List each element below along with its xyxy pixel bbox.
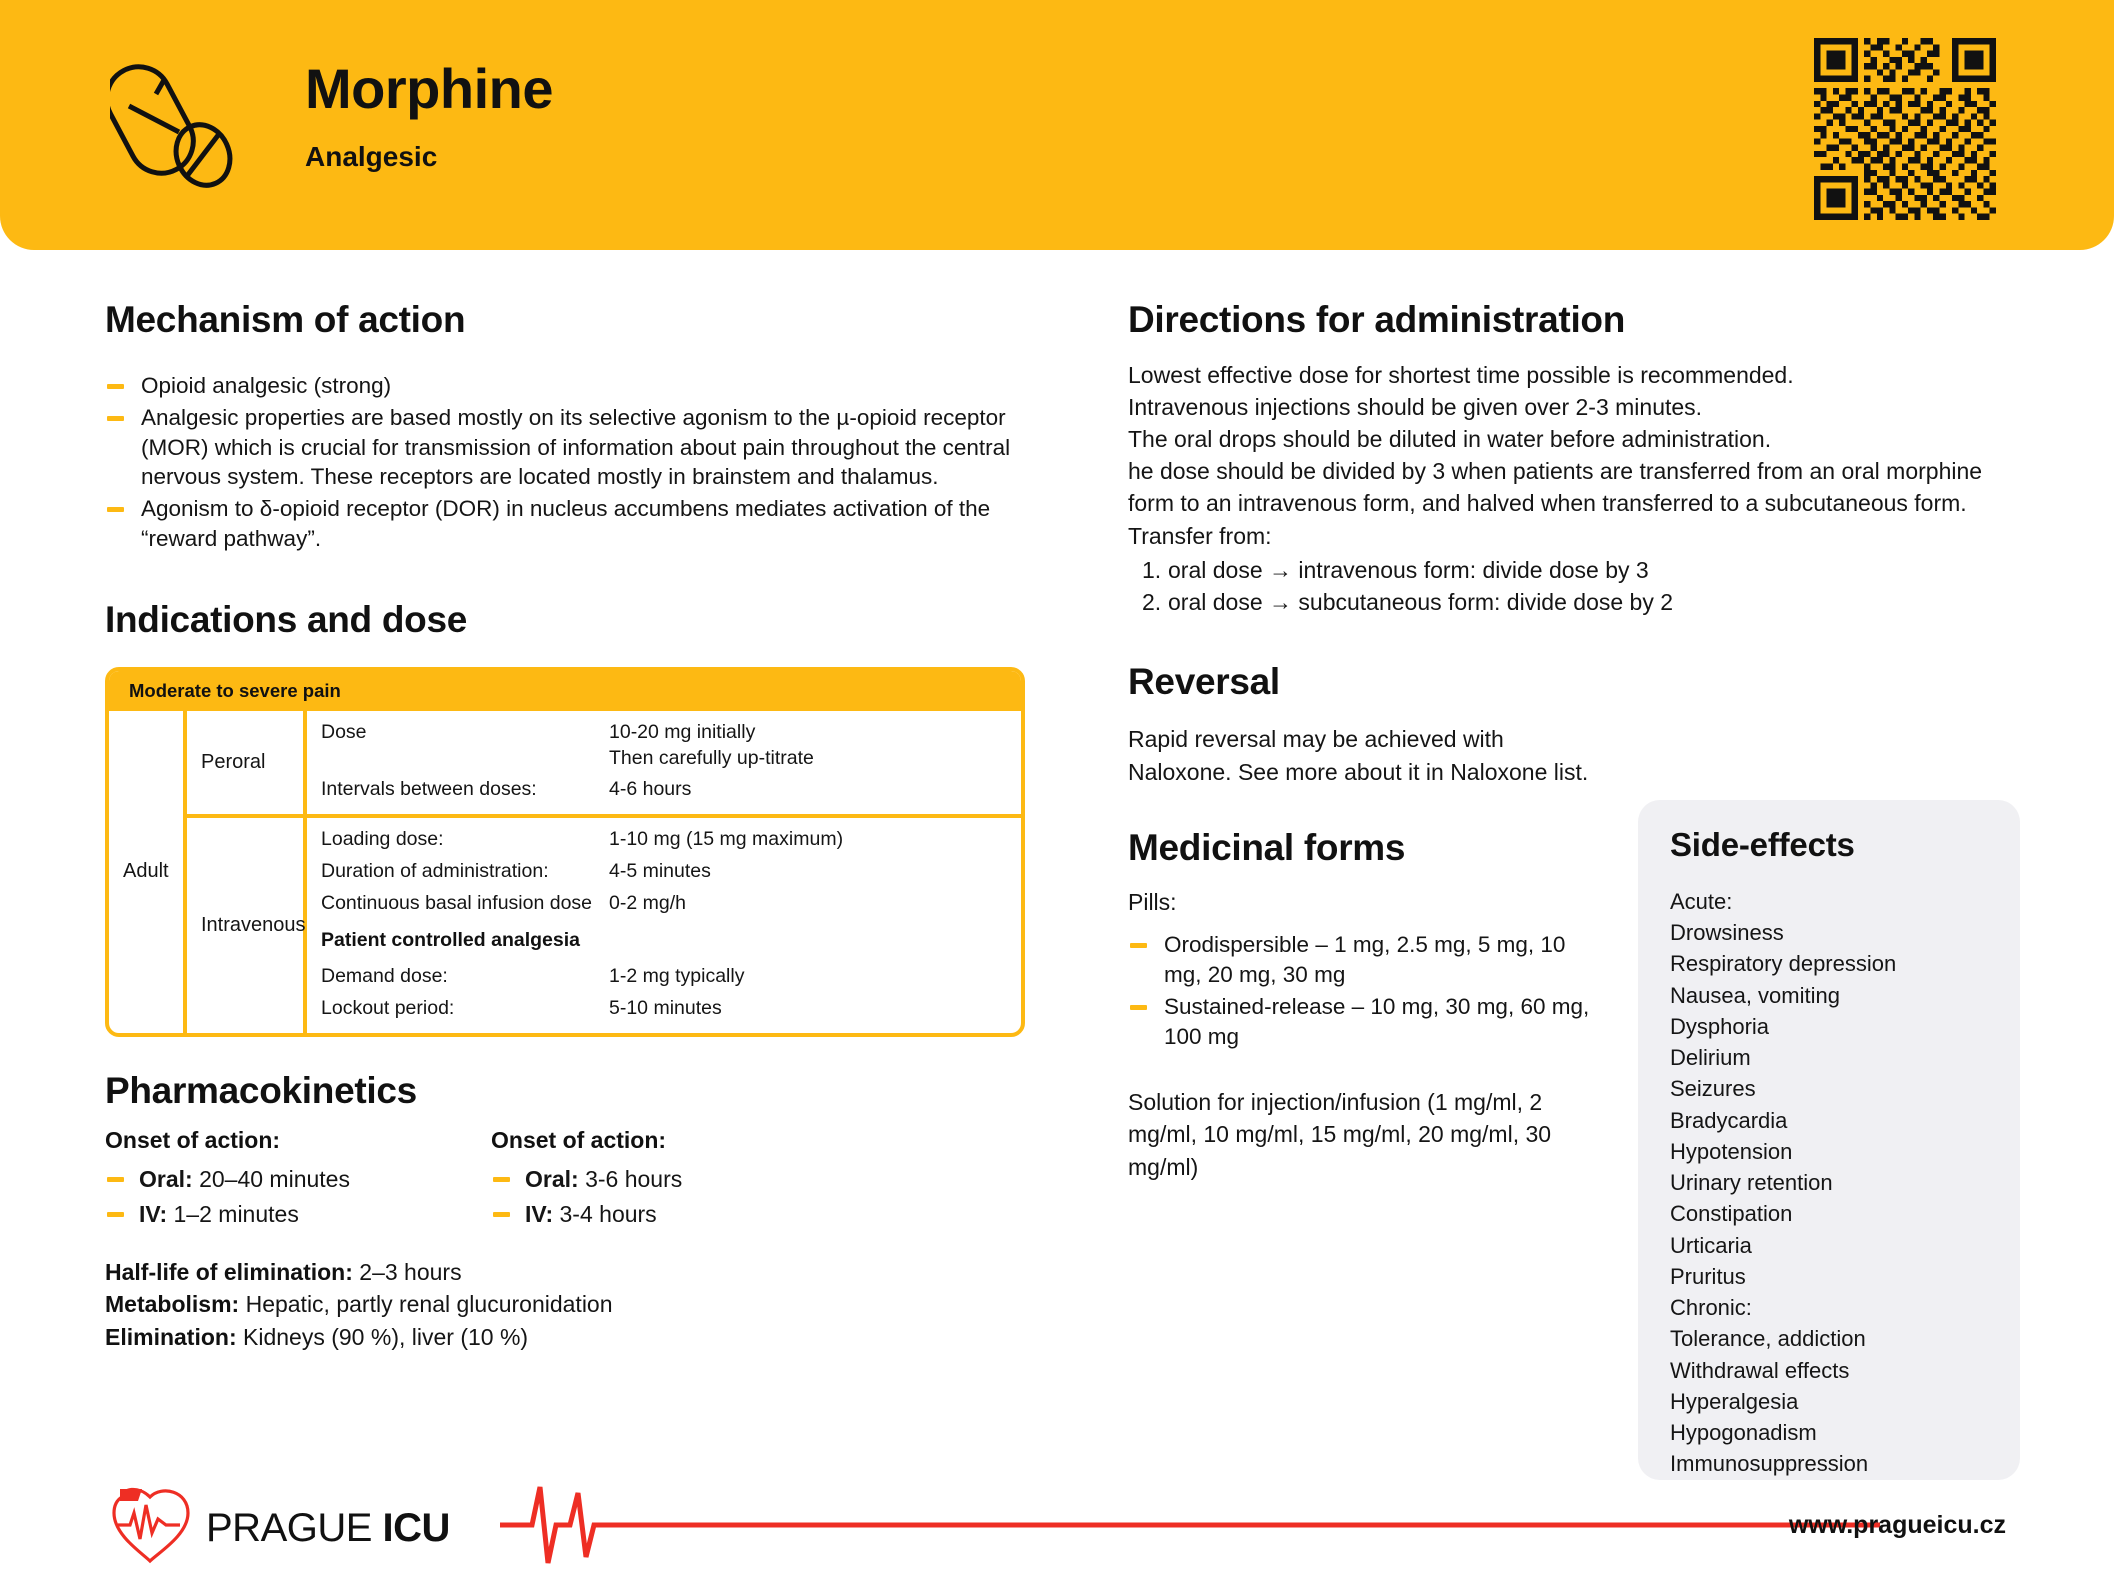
- indications-heading: Indications and dose: [105, 599, 467, 641]
- drug-title: Morphine: [305, 57, 553, 120]
- pk-item-label: Oral:: [525, 1166, 579, 1193]
- row-value: 1-10 mg (15 mg maximum): [609, 828, 844, 851]
- medicinal-forms-heading: Medicinal forms: [1128, 827, 1406, 869]
- row-value: 5-10 minutes: [609, 997, 722, 1020]
- pill-capsule-icon: [110, 58, 240, 188]
- list-item: Hypogonadism: [1670, 1419, 1817, 1445]
- list-item: [1128, 554, 2008, 586]
- list-item: Constipation: [1670, 1201, 1793, 1227]
- transfer-list: [1128, 554, 2008, 618]
- pk-column-duration: [491, 1127, 877, 1233]
- side-effects-heading: Side-effects: [1670, 826, 1855, 863]
- left-column: [105, 300, 1035, 1354]
- row-value: 4-6 hours: [609, 778, 692, 801]
- pk-column-onset: [105, 1127, 491, 1233]
- solution-text: Solution for injection/infusion (1 mg/ml, 2 mg/ml, 10 mg/ml, 15 mg/ml, 20 mg/ml, 30 mg/ml): [1128, 1088, 1552, 1180]
- list-number: 2.: [1142, 589, 1162, 615]
- row-value: 10-20 mg initially: [609, 720, 756, 743]
- reversal-heading: Reversal: [1128, 661, 1280, 703]
- pk-item-label: Oral:: [139, 1166, 193, 1193]
- reversal-line: See more about it in Naloxone list.: [1237, 758, 1589, 785]
- website-url[interactable]: www.pragueicu.cz: [1788, 1511, 2006, 1539]
- mechanism-bullet-list: [105, 371, 1035, 555]
- reversal-text: [1128, 723, 1598, 788]
- list-item: Dysphoria: [1670, 1013, 1770, 1039]
- side-effects-list: [1670, 886, 1990, 1479]
- list-item: Agonism to δ-opioid receptor (DOR) in nucleus accumbens mediates activation of the “reward pathway”.: [105, 494, 1035, 554]
- pk-detail-label: Half-life of elimination:: [105, 1258, 353, 1285]
- row-label: Duration of administration:: [321, 859, 549, 882]
- list-item: Hyperalgesia: [1670, 1388, 1799, 1414]
- pharmacokinetics-details: [105, 1256, 1035, 1354]
- prague-icu-logo: [108, 1487, 450, 1570]
- directions-line: Transfer from:: [1128, 522, 1272, 549]
- ecg-line: [500, 1485, 1880, 1570]
- list-item: Orodispersible – 1 mg, 2.5 mg, 5 mg, 10 mg, 20 mg, 30 mg: [1128, 930, 1598, 990]
- pharmacokinetics-columns: [105, 1127, 1035, 1233]
- route-label: Intravenous: [187, 818, 307, 1033]
- side-effects-panel: [1638, 800, 2020, 1480]
- route-label: Peroral: [187, 711, 307, 814]
- directions-heading: Directions for administration: [1128, 299, 1626, 340]
- list-item: Opioid analgesic (strong): [105, 371, 1035, 401]
- title-block: [305, 57, 553, 173]
- list-item: Urinary retention: [1670, 1170, 1833, 1196]
- list-number: 1.: [1142, 556, 1162, 583]
- pk-item-value: 20–40 minutes: [192, 1166, 350, 1193]
- pk-detail-value: Hepatic, partly renal glucuronidation: [239, 1291, 613, 1318]
- directions-line: Intravenous injections should be given over 2-3 minutes.: [1128, 393, 1703, 420]
- pills-list: [1128, 930, 1598, 1052]
- list-item: Tolerance, addiction: [1670, 1326, 1866, 1352]
- row-label: Intervals between doses:: [321, 778, 537, 801]
- pk-detail-line: [105, 1321, 1035, 1354]
- list-item: Bradycardia: [1670, 1107, 1788, 1133]
- list-item: Withdrawal effects: [1670, 1357, 1850, 1383]
- dose-table: [105, 667, 1025, 1037]
- qr-code-icon[interactable]: [1814, 38, 1996, 220]
- list-item: [105, 1164, 491, 1195]
- row-label: Demand dose:: [321, 965, 448, 988]
- reversal-line: Rapid reversal may be achieved with Naloxone.: [1128, 725, 1504, 785]
- table-banner: Moderate to severe pain: [109, 671, 1021, 711]
- list-item: Respiratory depression: [1670, 951, 1897, 977]
- table-row: [187, 818, 1021, 1033]
- pk-item-label: IV:: [139, 1201, 168, 1228]
- pk-item-value: 1–2 minutes: [167, 1201, 299, 1228]
- row-label: Loading dose:: [321, 828, 444, 851]
- pk-detail-line: [105, 1256, 1035, 1289]
- list-item: Seizures: [1670, 1076, 1756, 1102]
- pk-col1-heading: Onset of action:: [105, 1127, 281, 1154]
- list-item: [491, 1164, 877, 1195]
- pk-detail-value: Kidneys (90 %), liver (10 %): [236, 1323, 529, 1350]
- pharmacokinetics-heading: Pharmacokinetics: [105, 1069, 417, 1111]
- drug-category: Analgesic: [305, 140, 438, 172]
- list-text: oral dose → subcutaneous form: divide dose by 2: [1168, 589, 1674, 615]
- pk-col2-heading: Onset of action:: [491, 1127, 667, 1154]
- list-item: Delirium: [1670, 1045, 1751, 1071]
- list-item: Nausea, vomiting: [1670, 982, 1840, 1008]
- mechanism-heading: Mechanism of action: [105, 299, 466, 340]
- pk-detail-label: Elimination:: [105, 1323, 237, 1350]
- list-item: Pruritus: [1670, 1263, 1746, 1289]
- pk-detail-line: [105, 1288, 1035, 1321]
- list-item: Drowsiness: [1670, 920, 1784, 946]
- list-item: Hypotension: [1670, 1138, 1793, 1164]
- list-item: Urticaria: [1670, 1232, 1752, 1258]
- row-label: Dose: [321, 720, 367, 743]
- list-text: oral dose → intravenous form: divide dose by 3: [1168, 556, 1649, 583]
- pca-subheading: Patient controlled analgesia: [321, 929, 580, 952]
- list-item: Analgesic properties are based mostly on its selective agonism to the µ-opioid receptor (MOR) which is crucial for transmission of information about pain throughout the central nervous system. These receptors are located mostly in brainstem and thalamus.: [105, 403, 1035, 493]
- pk-detail-value: 2–3 hours: [352, 1258, 462, 1285]
- list-item: Chronic:: [1670, 1295, 1752, 1321]
- card-header: [0, 0, 2114, 250]
- pk-detail-label: Metabolism:: [105, 1291, 240, 1318]
- pk-item-value: 3-4 hours: [553, 1201, 657, 1228]
- directions-line: he dose should be divided by 3 when patients are transferred from an oral morphine form to an intravenous form, and halved when transferred to a subcutaneous form.: [1128, 458, 1983, 517]
- pills-label: Pills:: [1128, 888, 1177, 915]
- table-age-group: Adult: [109, 711, 187, 1033]
- directions-line: Lowest effective dose for shortest time possible is recommended.: [1128, 361, 1794, 388]
- heart-ecg-icon: [108, 1487, 194, 1570]
- list-item: Sustained-release – 10 mg, 30 mg, 60 mg, 100 mg: [1128, 992, 1598, 1052]
- list-item: [1128, 586, 2008, 618]
- list-item: [105, 1199, 491, 1230]
- list-item: Acute:: [1670, 889, 1733, 914]
- row-value: 1-2 mg typically: [609, 965, 745, 988]
- row-value: Then carefully up-titrate: [609, 746, 814, 769]
- logo-text: PRAGUE ICU: [206, 1506, 450, 1550]
- pk-item-value: 3-6 hours: [578, 1166, 683, 1193]
- pk-item-label: IV:: [525, 1201, 554, 1228]
- row-label: Continuous basal infusion dose: [321, 891, 593, 914]
- list-item: [491, 1199, 877, 1230]
- row-value: 0-2 mg/h: [609, 891, 686, 914]
- row-label: Lockout period:: [321, 997, 455, 1020]
- directions-text: [1128, 359, 2008, 552]
- directions-line: The oral drops should be diluted in water before administration.: [1128, 426, 1772, 453]
- row-value: 4-5 minutes: [609, 859, 711, 882]
- table-row: [187, 711, 1021, 818]
- card-footer: [0, 1467, 2114, 1587]
- list-item: Immunosuppression: [1670, 1451, 1869, 1477]
